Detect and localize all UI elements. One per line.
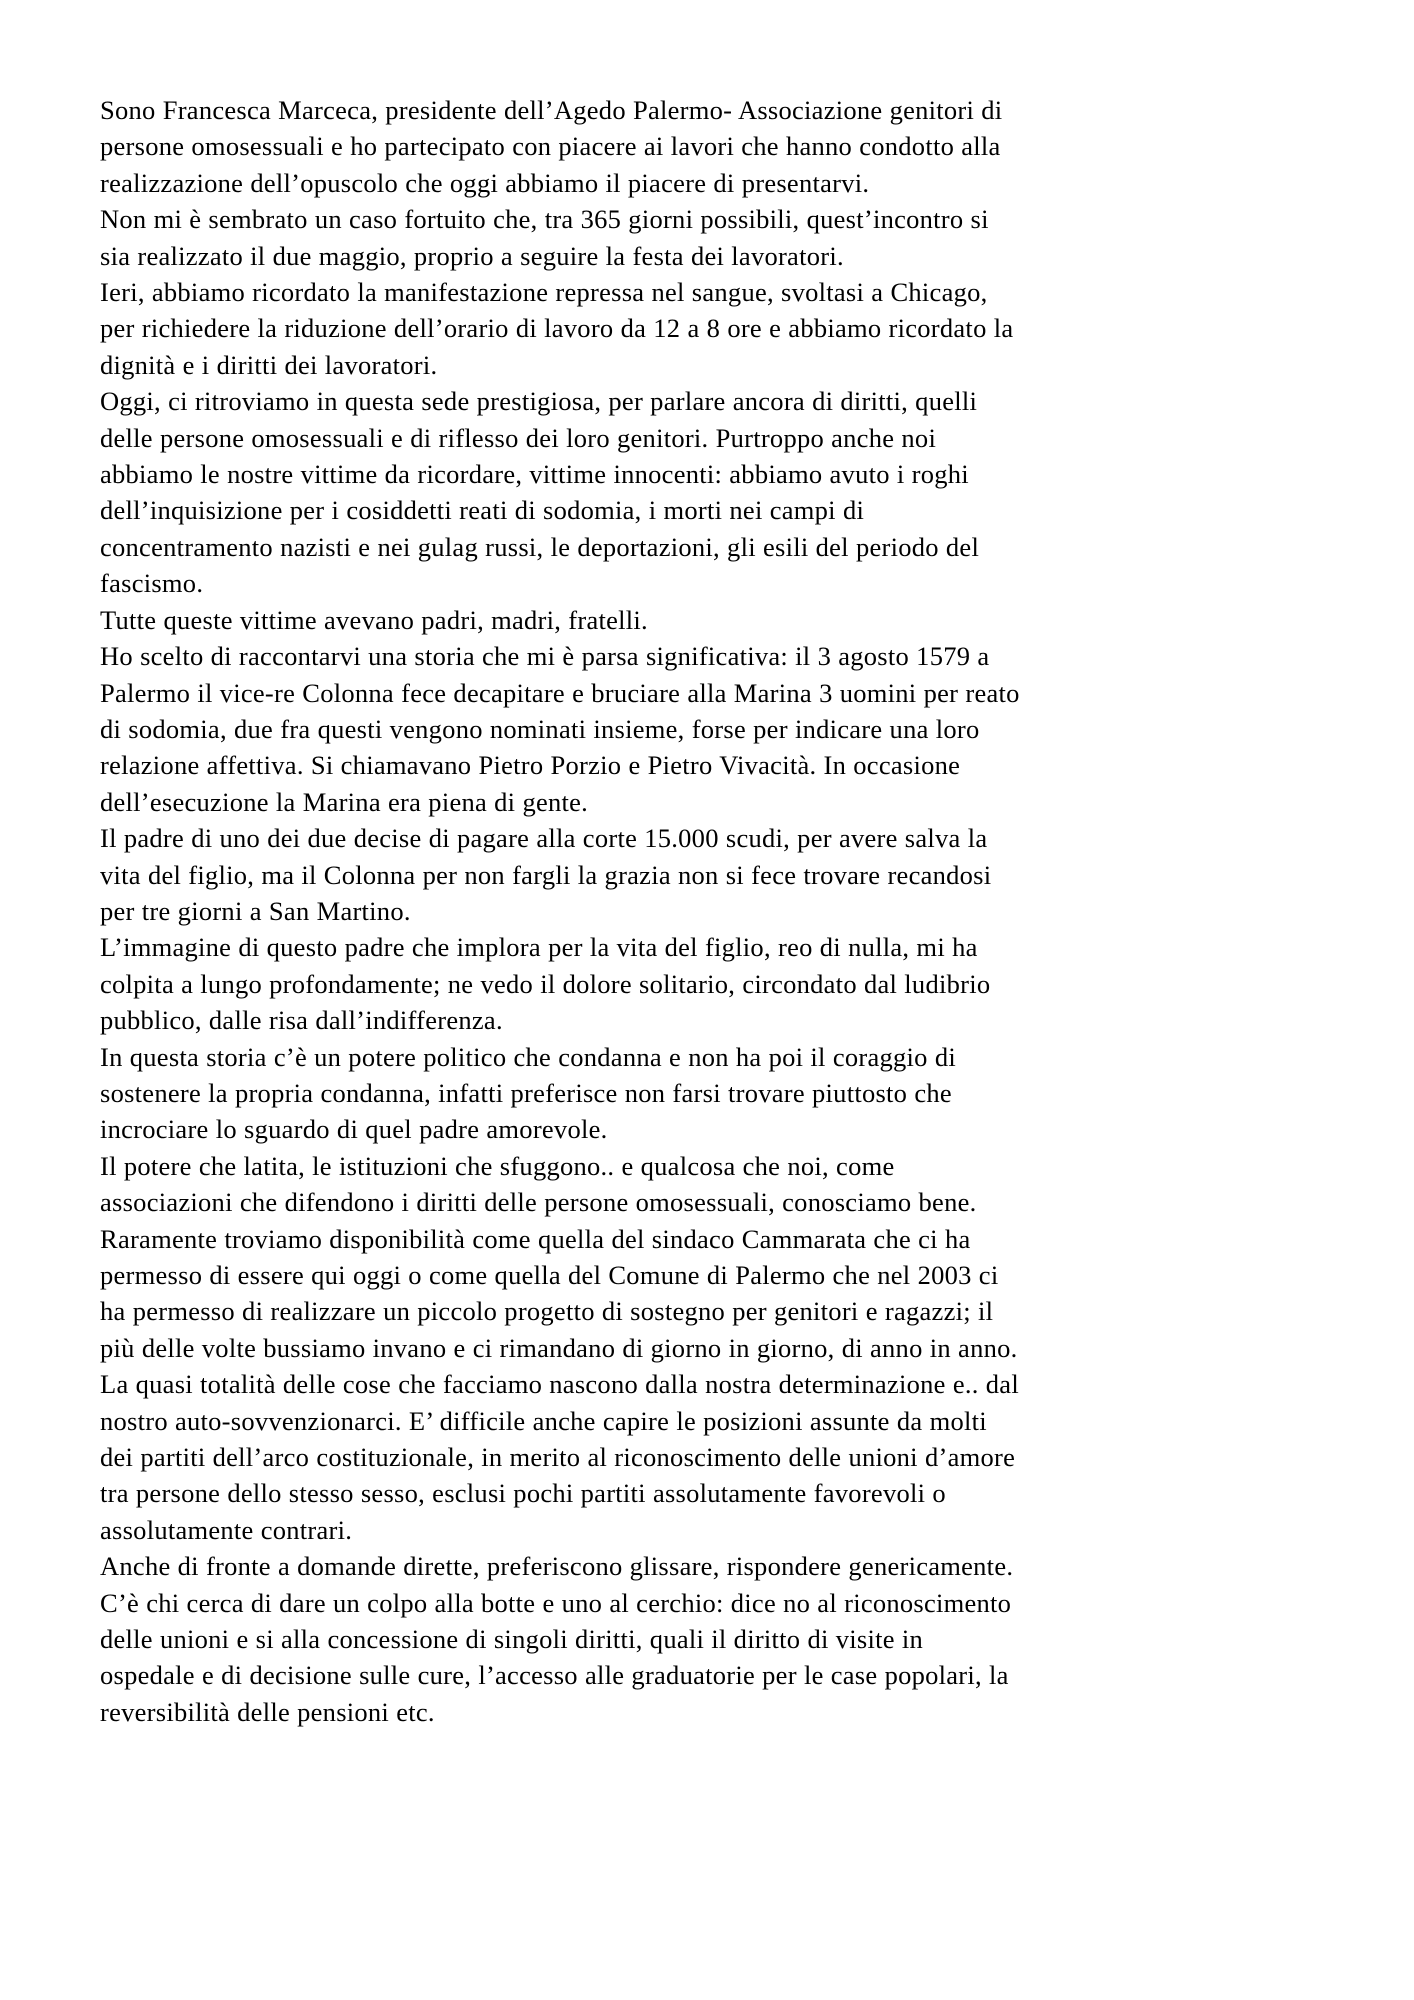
paragraph: Tutte queste vittime avevano padri, madri, fratelli.	[100, 604, 648, 635]
paragraph: Anche di fronte a domande dirette, preferiscono glissare, rispondere genericamente.	[100, 1551, 1014, 1582]
paragraph: In questa storia c’è un potere politico che condanna e non ha poi il coraggio di sostenere la propria condanna, infatti preferisce non farsi trovare piuttosto che incrociare lo sguardo di quel padre amorevole.	[100, 1041, 956, 1145]
paragraph: Ho scelto di raccontarvi una storia che mi è parsa significativa: il 3 agosto 1579 a Palermo il vice-re Colonna fece decapitare e bruciare alla Marina 3 uomini per reato di sodomia, due fra questi vengono nominati insieme, forse per indicare una loro relazione affettiva. Si chiamavano Pietro Porzio e Pietro Vivacità. In occasione dell’esecuzione la Marina era piena di gente.	[100, 641, 1020, 817]
paragraph: La quasi totalità delle cose che facciamo nascono dalla nostra determinazione e.. dal nostro auto-sovvenzionarci. E’ difficile anche capire le posizioni assunte da molti dei partiti dell’arco costituzionale, in merito al riconoscimento delle unioni d’amore tra persone dello stesso sesso, esclusi pochi partiti assolutamente favorevoli o assolutamente contrari.	[100, 1369, 1019, 1545]
paragraph: L’immagine di questo padre che implora per la vita del figlio, reo di nulla, mi ha colpita a lungo profondamente; ne vedo il dolore solitario, circondato dal ludibrio pubblico, dalle risa dall’indifferenza.	[100, 932, 991, 1036]
paragraph: Oggi, ci ritroviamo in questa sede prestigiosa, per parlare ancora di diritti, quelli delle persone omosessuali e di riflesso dei loro genitori. Purtroppo anche noi abbiamo le nostre vittime da ricordare, vittime innocenti: abbiamo avuto i roghi dell’inquisizione per i cosiddetti reati di sodomia, i morti nei campi di concentramento nazisti e nei gulag russi, le deportazioni, gli esili del periodo del fascismo.	[100, 386, 980, 599]
paragraph: Il padre di uno dei due decise di pagare alla corte 15.000 scudi, per avere salva la vita del figlio, ma il Colonna per non fargli la grazia non si fece trovare recandosi per tre giorni a San Martino.	[100, 823, 992, 926]
paragraph: Raramente troviamo disponibilità come quella del sindaco Cammarata che ci ha permesso di essere qui oggi o come quella del Comune di Palermo che nel 2003 ci ha permesso di realizzare un piccolo progetto di sostegno per genitori e ragazzi; il più delle volte bussiamo invano e ci rimandano di giorno in giorno, di anno in anno.	[100, 1223, 1018, 1363]
paragraph: Ieri, abbiamo ricordato la manifestazione repressa nel sangue, svoltasi a Chicago, per richiedere la riduzione dell’orario di lavoro da 12 a 8 ore e abbiamo ricordato la dignità e i diritti dei lavoratori.	[100, 277, 1014, 380]
paragraph: Sono Francesca Marceca, presidente dell’Agedo Palermo- Associazione genitori di persone omosessuali e ho partecipato con piacere ai lavori che hanno condotto alla realizzazione dell’opuscolo che oggi abbiamo il piacere di presentarvi.	[100, 95, 1003, 198]
paragraph: C’è chi cerca di dare un colpo alla botte e uno al cerchio: dice no al riconoscimento delle unioni e si alla concessione di singoli diritti, quali il diritto di visite in ospedale e di decisione sulle cure, l’accesso alle graduatorie per le case popolari, la reversibilità delle pensioni etc.	[100, 1587, 1012, 1727]
paragraph: Il potere che latita, le istituzioni che sfuggono.. e qualcosa che noi, come associazioni che difendono i diritti delle persone omosessuali, conosciamo bene.	[100, 1150, 977, 1218]
paragraph: Non mi è sembrato un caso fortuito che, tra 365 giorni possibili, quest’incontro si sia realizzato il due maggio, proprio a seguire la festa dei lavoratori.	[100, 204, 989, 271]
document-text-body	[100, 92, 1020, 1730]
